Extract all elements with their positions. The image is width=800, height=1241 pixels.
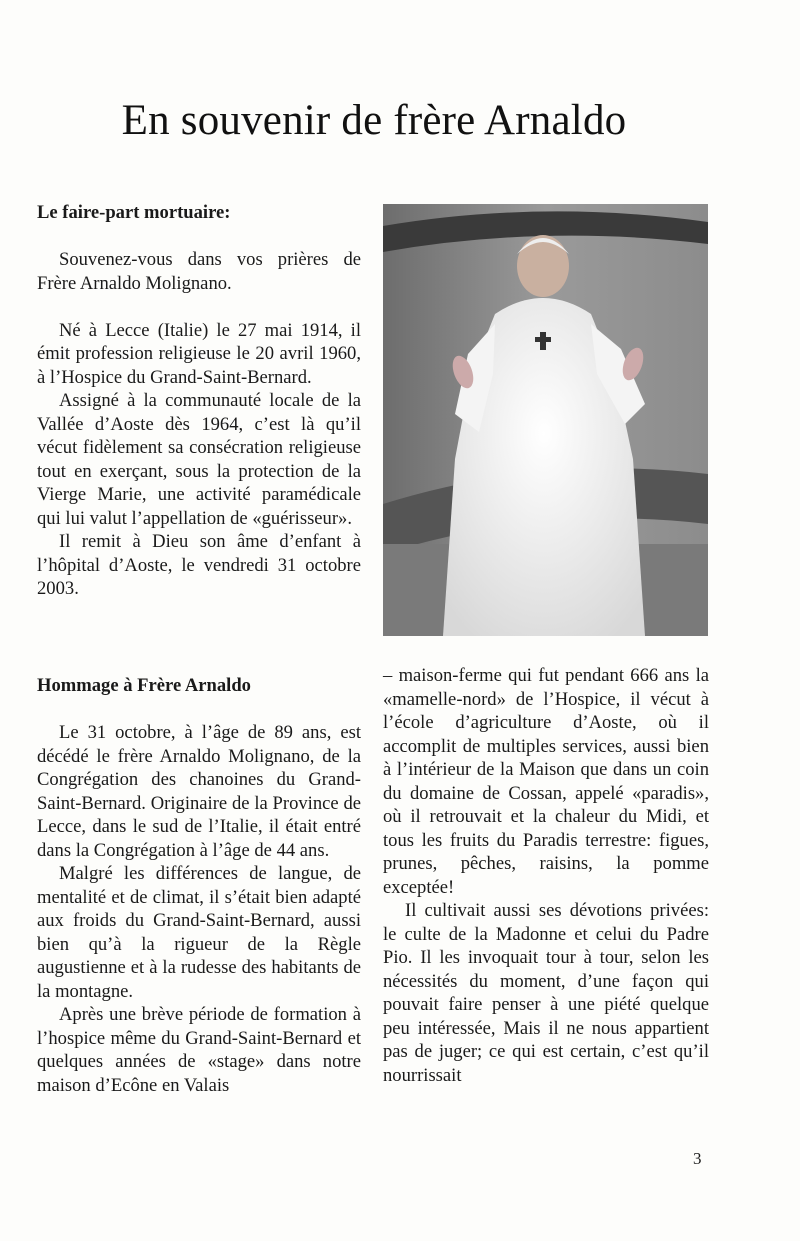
notice-paragraph: Souvenez-vous dans vos prières de Frère Arnaldo Molignano. xyxy=(37,249,361,294)
obituary-notice-section xyxy=(37,201,361,601)
page-title: En souvenir de frère Arnaldo xyxy=(121,97,627,144)
tribute-section xyxy=(37,674,361,1097)
notice-paragraph: Il remit à Dieu son âme d’enfant à l’hôpital d’Aoste, le vendredi 31 octobre 2003. xyxy=(37,531,361,599)
tribute-paragraph: Il cultivait aussi ses dévotions privées: le culte de la Madonne et celui du Padre Pio. Il les invoquait tour à tour, selon les nécessités du moment, d’une façon qui pouvait faire penser à une piété quelque peu intéressée, Mais il ne nous appartient pas de juger; ce qui est certain, c’est qu’il nourrissait xyxy=(383,900,709,1086)
portrait-photo xyxy=(383,204,708,636)
tribute-paragraph: Le 31 octobre, à l’âge de 89 ans, est décédé le frère Arnaldo Molignano, de la Congrégation des chanoines du Grand-Saint-Bernard. Originaire de la Province de Lecce, dans le sud de l’Italie, il était entré dans la Congrégation à l’âge de 44 ans. xyxy=(37,722,361,861)
page-number: 3 xyxy=(693,1149,702,1168)
tribute-paragraph: Malgré les différences de langue, de mentalité et de climat, il s’était bien adapté aux froids du Grand-Saint-Bernard, aussi bien qu’à la rigueur de la Règle augustienne et à la rudesse des habitants de la montagne. xyxy=(37,863,361,1002)
portrait-photo-graphic xyxy=(383,204,708,636)
tribute-heading: Hommage à Frère Arnaldo xyxy=(37,675,251,696)
notice-paragraph: Assigné à la communauté locale de la Vallée d’Aoste dès 1964, c’est là qu’il vécut fidèlement sa consécration religieuse tout en exerçant, sous la protection de la Vierge Marie, une activité paramédicale qui lui valut l’appellation de «guérisseur». xyxy=(37,390,361,529)
obituary-notice-heading: Le faire-part mortuaire: xyxy=(37,202,231,223)
notice-paragraph: Né à Lecce (Italie) le 27 mai 1914, il émit profession religieuse le 20 avril 1960, à l’Hospice du Grand-Saint-Bernard. xyxy=(37,319,361,388)
tribute-paragraph: Après une brève période de formation à l’hospice même du Grand-Saint-Bernard et quelques années de «stage» dans notre maison d’Ecône en Valais xyxy=(37,1004,361,1096)
tribute-paragraph: – maison-ferme qui fut pendant 666 ans la «mamelle-nord» de l’Hospice, il vécut à l’école d’agriculture d’Aoste, où il accomplit de multiples services, aussi bien à l’intérieur de la Maison que dans un coin du domaine de Cossan, appelé «paradis», où il retrouvait et la chaleur du Midi, et tous les fruits du Paradis terrestre: figues, prunes, pêches, raisins, la pomme exceptée! xyxy=(383,665,709,898)
tribute-continuation xyxy=(383,664,709,1087)
